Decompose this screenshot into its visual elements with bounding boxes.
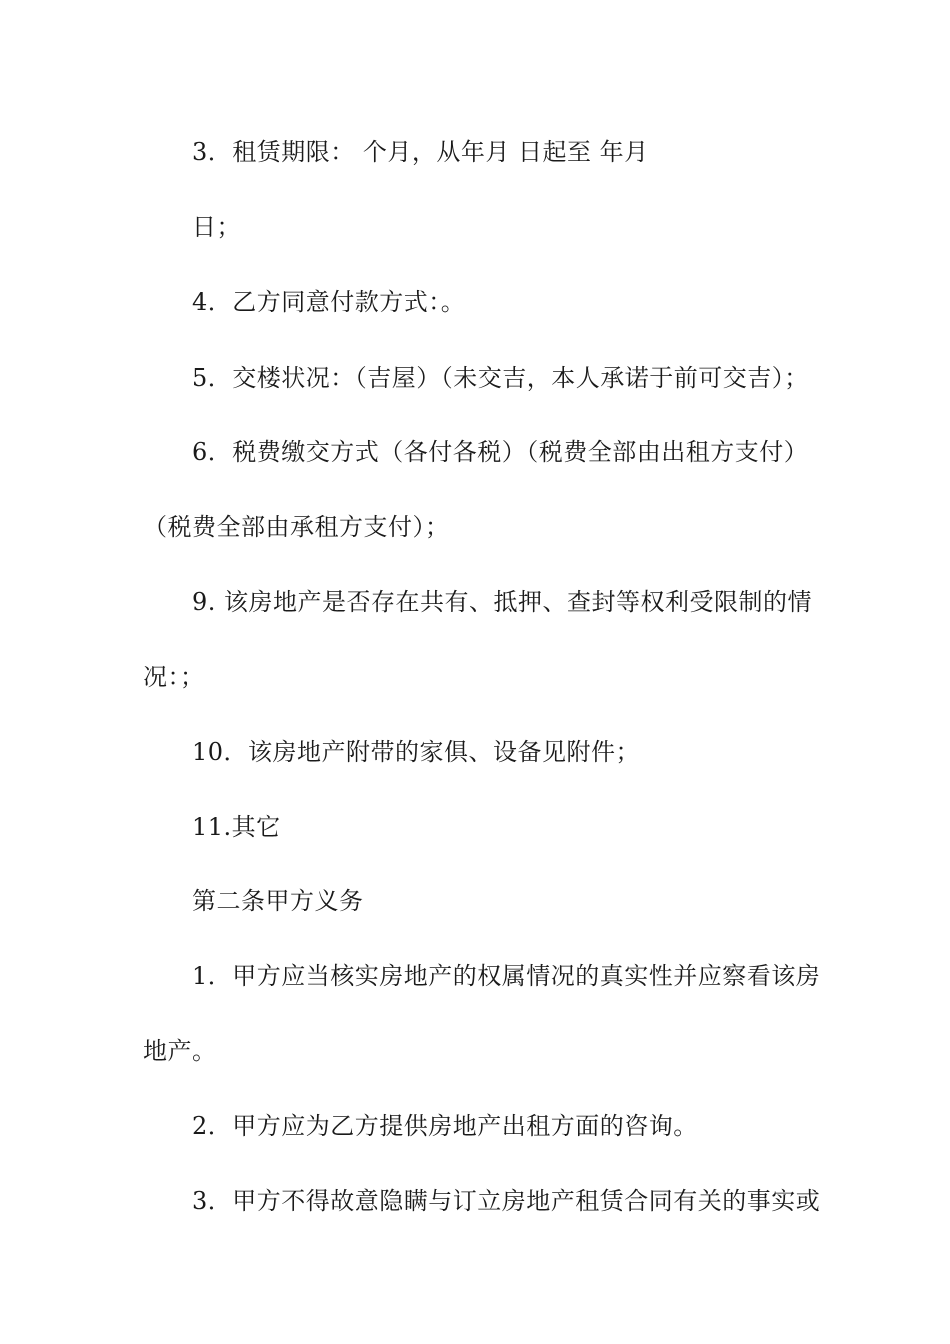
clause-lease-term-continued: 日； <box>192 213 241 241</box>
obligation-2: 2．甲方应为乙方提供房地产出租方面的咨询。 <box>192 1112 698 1140</box>
clause-property-restrictions: 9. 该房地产是否存在共有、抵押、查封等权利受限制的情 <box>192 588 813 616</box>
clause-furniture-equipment: 10．该房地产附带的家俱、设备见附件； <box>192 738 641 766</box>
obligation-1-continued: 地产。 <box>143 1037 217 1065</box>
clause-lease-term: 3．租赁期限： 个月，从年月 日起至 年月 <box>192 138 649 166</box>
obligation-1: 1．甲方应当核实房地产的权属情况的真实性并应察看该房 <box>192 962 821 990</box>
clause-other: 11.其它 <box>192 813 281 841</box>
clause-payment-method: 4．乙方同意付款方式：。 <box>192 288 466 316</box>
obligation-3: 3．甲方不得故意隐瞒与订立房地产租赁合同有关的事实或 <box>192 1187 821 1215</box>
clause-tax-payment: 6．税费缴交方式（各付各税）（税费全部由出租方支付） <box>192 438 809 466</box>
section-heading-party-a-obligations: 第二条甲方义务 <box>192 887 364 915</box>
clause-property-restrictions-continued: 况：； <box>143 663 205 691</box>
clause-tax-payment-continued: （税费全部由承租方支付）； <box>143 513 450 541</box>
clause-handover-status: 5．交楼状况：（吉屋）（未交吉，本人承诺于前可交吉）； <box>192 364 809 392</box>
